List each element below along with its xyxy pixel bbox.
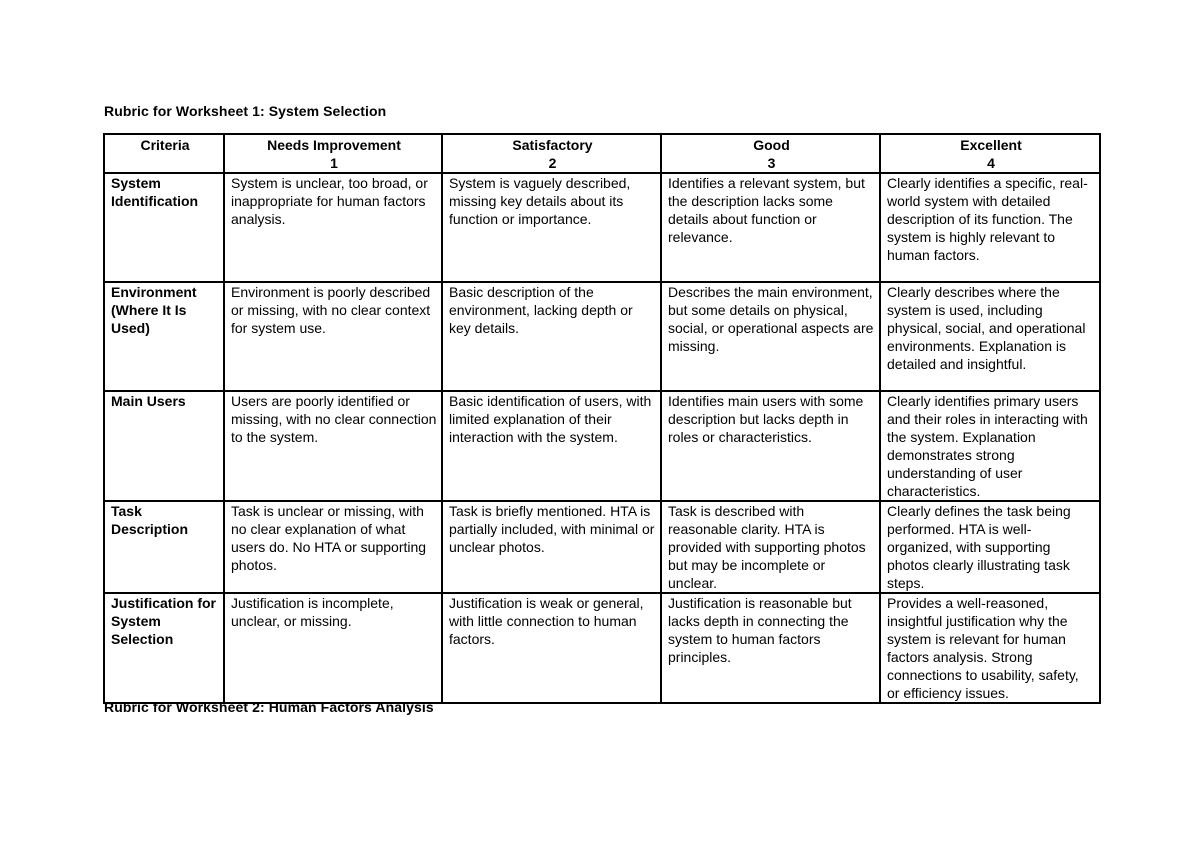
- table-row: [104, 173, 1100, 282]
- table-cell: Clearly describes where the system is used, including physical, social, and operational environments. Explanation is detailed and insightful.: [880, 282, 1100, 391]
- header-row: [104, 134, 1100, 173]
- table-cell: Environment is poorly described or missing, with no clear context for system use.: [224, 282, 442, 391]
- table-row: [104, 501, 1100, 593]
- criteria-cell: Task Description: [104, 501, 224, 593]
- rubric-title-worksheet-2: Rubric for Worksheet 2: Human Factors Analysis: [104, 699, 434, 715]
- table-cell: System is unclear, too broad, or inappropriate for human factors analysis.: [224, 173, 442, 282]
- header-excellent: Excellent 4: [880, 134, 1100, 173]
- score-1: 1: [330, 155, 338, 171]
- rubric-title-worksheet-1: Rubric for Worksheet 1: System Selection: [104, 103, 387, 119]
- criteria-cell: Justification for System Selection: [104, 593, 224, 703]
- criteria-cell: Main Users: [104, 391, 224, 501]
- header-criteria: Criteria: [104, 134, 224, 173]
- table-cell: Users are poorly identified or missing, with no clear connection to the system.: [224, 391, 442, 501]
- table-cell: Clearly identifies primary users and their roles in interacting with the system. Explanation demonstrates strong understanding of user characteristics.: [880, 391, 1100, 501]
- table-cell: Basic description of the environment, lacking depth or key details.: [442, 282, 661, 391]
- table-row: [104, 282, 1100, 391]
- score-4: 4: [987, 155, 995, 171]
- criteria-cell: System Identification: [104, 173, 224, 282]
- score-2: 2: [548, 155, 557, 171]
- table-cell: Basic identification of users, with limited explanation of their interaction with the system.: [442, 391, 661, 501]
- table-cell: Clearly identifies a specific, real-world system with detailed description of its function. The system is highly relevant to human factors.: [880, 173, 1100, 282]
- table-cell: Identifies main users with some description but lacks depth in roles or characteristics.: [661, 391, 880, 501]
- table-cell: Identifies a relevant system, but the description lacks some details about function or relevance.: [661, 173, 880, 282]
- table-cell: Describes the main environment, but some details on physical, social, or operational aspects are missing.: [661, 282, 880, 391]
- header-good: Good 3: [661, 134, 880, 173]
- table-cell: Task is described with reasonable clarity. HTA is provided with supporting photos but may be incomplete or unclear.: [661, 501, 880, 593]
- rubric-table-worksheet-1: [103, 133, 1101, 704]
- table-cell: Task is briefly mentioned. HTA is partially included, with minimal or unclear photos.: [442, 501, 661, 593]
- table-cell: Provides a well-reasoned, insightful justification why the system is relevant for human factors analysis. Strong connections to usability, safety, or efficiency issues.: [880, 593, 1100, 703]
- table-cell: Justification is incomplete, unclear, or missing.: [224, 593, 442, 703]
- table-cell: Task is unclear or missing, with no clear explanation of what users do. No HTA or supporting photos.: [224, 501, 442, 593]
- table-row: [104, 391, 1100, 501]
- criteria-cell: Environment (Where It Is Used): [104, 282, 224, 391]
- table-cell: System is vaguely described, missing key details about its function or importance.: [442, 173, 661, 282]
- table-cell: Justification is weak or general, with little connection to human factors.: [442, 593, 661, 703]
- table-row: [104, 593, 1100, 703]
- table-cell: Clearly defines the task being performed. HTA is well-organized, with supporting photos clearly illustrating task steps.: [880, 501, 1100, 593]
- table-cell: Justification is reasonable but lacks depth in connecting the system to human factors principles.: [661, 593, 880, 703]
- header-satisfactory: Satisfactory 2: [442, 134, 661, 173]
- score-3: 3: [767, 155, 776, 171]
- header-needs-improvement: Needs Improvement 1: [224, 134, 442, 173]
